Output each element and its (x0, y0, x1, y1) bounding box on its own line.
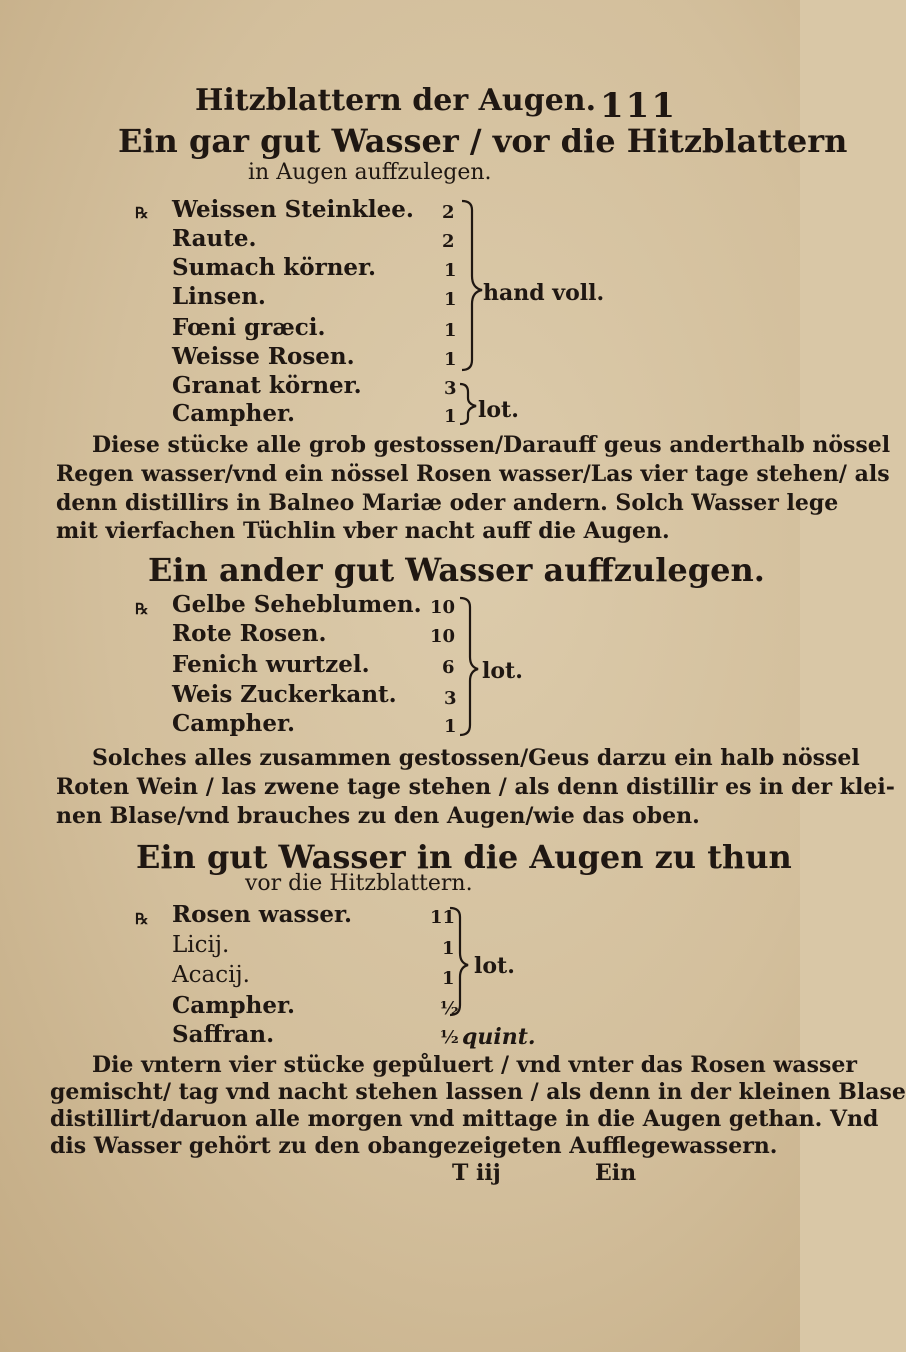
ingredient-qty: 6 (442, 657, 455, 678)
ingredient-qty: 11 (430, 907, 456, 928)
bracket-label: lot. (482, 658, 523, 684)
ingredient-qty: 1 (444, 349, 457, 370)
body-text-line: gemischt/ tag vnd nacht stehen lassen / als denn in der kleinen Blase (50, 1079, 906, 1105)
ingredient-name: Fenich wurtzel. (172, 651, 370, 678)
ingredient-qty: 10 (430, 597, 456, 618)
catchword: Ein (595, 1160, 637, 1186)
recipe-mark: ℞ (135, 204, 149, 222)
ingredient-name: Campher. (172, 710, 295, 737)
section-1-subtitle: in Augen auffzulegen. (248, 160, 492, 185)
ingredient-qty: 1 (444, 716, 457, 737)
recipe-mark: ℞ (135, 910, 149, 928)
body-text-line: mit vierfachen Tüchlin vber nacht auff die Augen. (56, 518, 670, 544)
ingredient-name: Gelbe Seheblumen. (172, 591, 422, 618)
body-text-line: distillirt/daruon alle morgen vnd mittage in die Augen gethan. Vnd (50, 1106, 879, 1132)
body-text-line: dis Wasser gehört zu den obangezeigeten Aufflegewassern. (50, 1133, 778, 1159)
section-2-title: Ein ander gut Wasser auffzulegen. (148, 551, 765, 589)
body-text-line: Roten Wein / las zwene tage stehen / als denn distillir es in der klei- (56, 774, 895, 800)
section-1-title: Ein gar gut Wasser / vor die Hitzblattern (118, 122, 848, 160)
body-text-line: Solches alles zusammen gestossen/Geus darzu ein halb nössel (92, 745, 860, 771)
section-3-subtitle: vor die Hitzblattern. (245, 871, 473, 896)
recipe-mark: ℞ (135, 600, 149, 618)
ingredient-qty: ½ (440, 1027, 459, 1048)
ingredient-name: Fœni græci. (172, 314, 326, 341)
signature-mark: T iij (452, 1160, 501, 1186)
ingredient-name: Raute. (172, 225, 257, 252)
ingredient-qty: 1 (442, 968, 455, 989)
ingredient-name: Saffran. (172, 1021, 275, 1048)
body-text-line: nen Blase/vnd brauches zu den Augen/wie das oben. (56, 803, 700, 829)
ingredient-name: Weis Zuckerkant. (172, 681, 397, 708)
ingredient-qty: 1 (444, 289, 457, 310)
ingredient-qty: 1 (442, 938, 455, 959)
ingredient-qty: 1 (444, 260, 457, 281)
section-3-title: Ein gut Wasser in die Augen zu thun (136, 838, 792, 876)
ingredient-qty: 2 (442, 202, 455, 223)
ingredient-qty: 3 (444, 378, 457, 399)
ingredient-name: Acacij. (172, 962, 250, 988)
ingredient-name: Granat körner. (172, 372, 362, 399)
bracket-label: hand voll. (483, 280, 605, 306)
ingredient-qty: 1 (444, 320, 457, 341)
bracket-label: quint. (462, 1024, 536, 1050)
ingredient-name: Rote Rosen. (172, 620, 327, 647)
ingredient-qty: 2 (442, 231, 455, 252)
ingredient-name: Campher. (172, 400, 295, 427)
ingredient-name: Weisse Rosen. (172, 343, 355, 370)
ingredient-name: Campher. (172, 992, 295, 1019)
body-text-line: Regen wasser/vnd ein nössel Rosen wasser/Las vier tage stehen/ als (56, 461, 890, 487)
ingredient-qty: 1 (444, 406, 457, 427)
ingredient-qty: 3 (444, 688, 457, 709)
body-text-line: Die vntern vier stücke gepůluert / vnd vnter das Rosen wasser (92, 1052, 857, 1078)
body-text-line: denn distillirs in Balneo Mariæ oder andern. Solch Wasser lege (56, 490, 839, 516)
ingredient-qty: ½ (440, 998, 459, 1019)
ingredient-qty: 10 (430, 626, 456, 647)
bracket-label: lot. (474, 953, 515, 979)
bracket-label: lot. (478, 397, 519, 423)
ingredient-name: Linsen. (172, 283, 266, 310)
ingredient-name: Sumach körner. (172, 254, 377, 281)
ingredient-name: Rosen wasser. (172, 901, 353, 928)
page-number: 111 (600, 86, 677, 126)
ingredient-name: Licij. (172, 932, 230, 958)
body-text-line: Diese stücke alle grob gestossen/Darauff geus anderthalb nössel (92, 432, 891, 458)
ingredient-name: Weissen Steinklee. (172, 196, 414, 223)
running-head: Hitzblattern der Augen. (195, 83, 597, 118)
